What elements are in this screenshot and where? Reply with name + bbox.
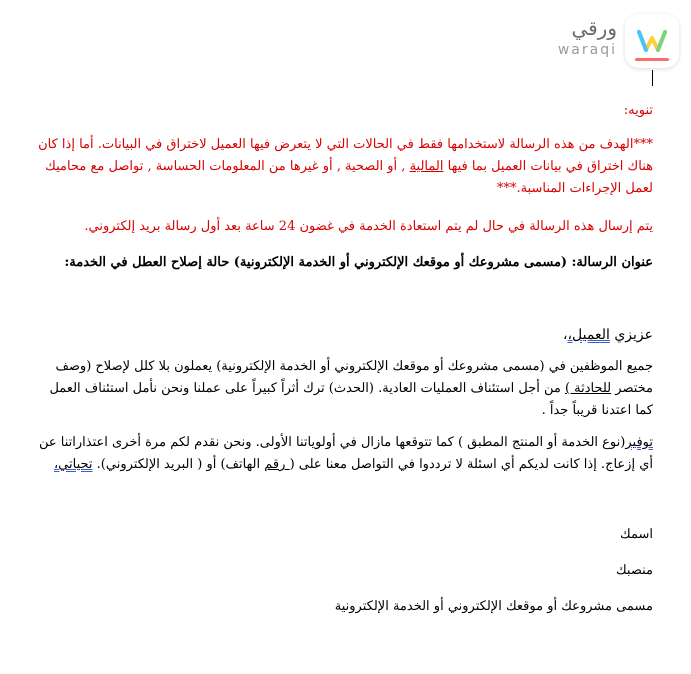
signature-position: منصبك [615,563,653,578]
signature-name: اسمك [620,527,653,542]
signature-organization: مسمى مشروعك أو موقعك الإلكتروني أو الخدمة الإلكترونية [334,599,653,614]
greeting: عزيزي العميل،، [563,327,653,343]
paragraph-1: جميع الموظفين في (مسمى مشروعك أو موقعك الإلكتروني أو الخدمة الإلكترونية) يعملون بلا كلل لإصلاح (وصف مختصر للحادثة ) من أجل استئناف العمليات العادية. (الحدث) ترك أثراً كبيراً على عملنا ونحن نأمل استئناف العمل كما اعتدنا قريباً جداً . [49,359,653,418]
text-cursor [652,70,653,86]
letter-body[interactable] [38,100,653,618]
logo-brand-arabic: ورقي [571,16,617,40]
logo-brand-latin: waraqi [557,42,617,58]
send-instruction: يتم إرسال هذه الرسالة في حال لم يتم استعادة الخدمة في غضون 24 ساعة بعد أول رسالة بريد إلكتروني. [84,219,653,234]
logo-w-icon [625,14,679,68]
paragraph-2: توفير(نوع الخدمة أو المنتج المطبق ) كما تتوقعها مازال في أولوياتنا الأولى. ونحن نقدم لكم مرة أخرى اعتذاراتنا عن أي إزعاج. إذا كانت لديكم أي اسئلة لا ترددوا في التواصل معنا على ( رقم الهاتف) أو ( البريد الإلكتروني). تحياتي، [38,435,653,472]
note-title: تنويه: [623,103,653,118]
letter-subject: عنوان الرسالة: (مسمى مشروعك أو موقعك الإلكتروني أو الخدمة الإلكترونية) حالة إصلاح العطل في الخدمة: [64,255,653,270]
logo-mark [625,14,679,68]
note-paragraph: ***الهدف من هذه الرسالة لاستخدامها فقط في الحالات التي لا يتعرض فيها العميل لاختراق في البيانات. أما إذا كان هناك اختراق في بيانات العميل بما فيها المالية , أو الصحية , أو غيرها من المعلومات الحساسة , تواصل مع محاميك لعمل الإجراءات المناسبة.*** [38,137,653,196]
waraqi-logo [539,14,679,74]
